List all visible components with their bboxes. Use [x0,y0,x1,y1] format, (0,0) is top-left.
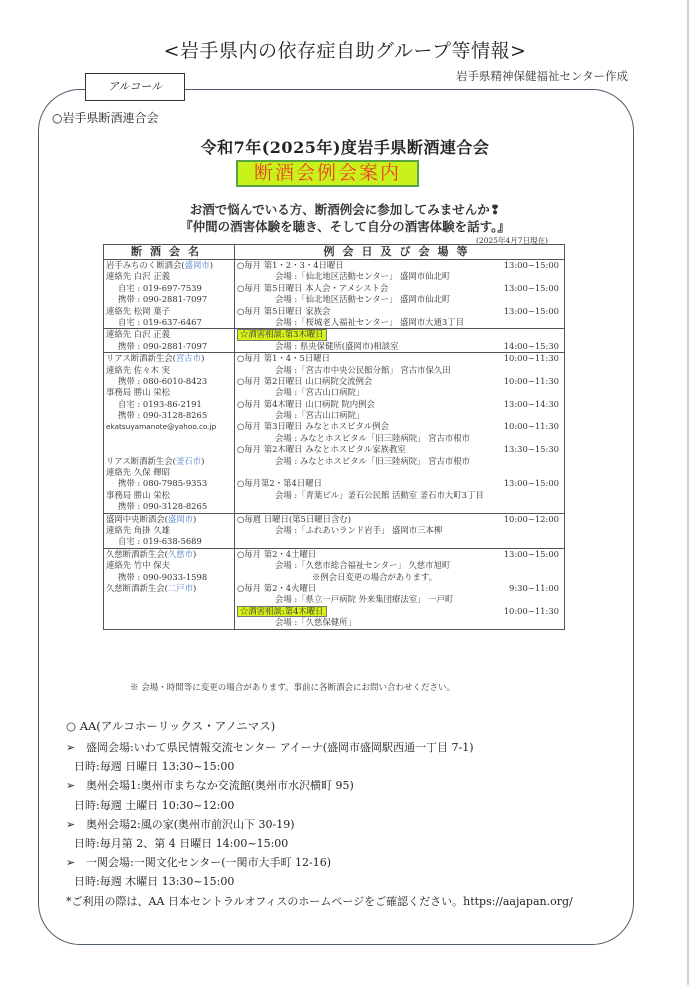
venue-line [237,341,562,352]
group-name [106,456,232,467]
aa-venue-place: 一関会場:一関文化センター(一関市大手町 12-16) [86,856,332,870]
venue-line [237,410,562,421]
contact-line [106,606,232,617]
group-contact-cell [104,548,235,629]
group-name-text: リアス断酒新生会( [106,455,176,466]
aa-venue [66,776,573,795]
column-header-group: 断酒会名 [104,245,235,260]
venue-line [237,387,562,398]
schedule-text: ○毎月 第2日曜日 山口病院交流例会 [237,375,373,386]
schedule-line [237,444,562,455]
arrow-bullet-icon: ➢ [66,741,76,754]
aa-venue-place: 奥州会場1:奥州市まちなか交流館(奥州市水沢横町 95) [86,779,354,793]
meeting-time: 10:00~12:00 [503,513,559,524]
schedule-line [237,536,562,547]
consultation-highlight: ☆酒害相談:第3木曜日 [237,329,327,341]
group-name [106,549,232,560]
contact-line: 携帯 : 090-3128-8265 [118,501,208,512]
group-name [106,514,232,525]
venue-text: 会場 :「仙北地区活動センター」 盛岡市仙北町 [275,294,451,305]
venue-text: 会場 :「青葉ビル」釜石公民館 活動室 釜石市大町3丁目 [275,489,484,500]
as-of-date: (2025年4月7日現在) [476,236,548,245]
group-name-text: 盛岡中央断酒会( [106,513,168,524]
flyer-title: 令和7年(2025年)度岩手県断酒連合会 [200,138,490,157]
schedule-text: ○毎月第2・第4日曜日 [237,478,322,489]
aa-venue-place: 奥州会場2:風の家(奥州市前沢山下 30-19) [86,817,295,831]
group-city: 釜石市 [175,455,202,466]
contact-line [106,617,232,628]
paren-close: ) [209,260,214,270]
meeting-time: 10:00~11:30 [503,353,559,364]
schedule-line [237,306,562,317]
flyer-banner: 断酒会例会案内 [236,160,419,187]
meeting-time: 13:30~15:30 [503,444,559,455]
contact-line: 自宅 : 019-697-7539 [118,282,202,293]
column-header-schedule: 例会日及び会場等 [235,245,565,260]
schedule-line [237,583,562,594]
venue-text: 会場 :「久慈保健所」 [275,617,356,628]
contact-line: 連絡先 白沢 正義 [106,271,170,282]
table-row [104,353,565,513]
meeting-time: 13:00~15:00 [503,282,559,293]
group-name [106,353,232,364]
venue-line [237,560,562,571]
contact-line: 携帯 : 080-7985-9353 [118,478,208,489]
venue-text: 会場 : 県央保健所(盛岡市)相談室 [275,340,399,351]
aa-venue-time: 日時:毎週 土曜日 10:30~12:00 [74,798,235,812]
consultation-line [237,606,562,617]
venue-line [237,317,562,328]
group-city: 久慈市 [167,548,194,559]
contact-line: 自宅 : 019-638-5689 [118,536,202,547]
schedule-text: ○毎月 第5日曜日 家族会 [237,305,331,316]
schedule-text: ○毎月 第4木曜日 山口病院 院内例会 [237,398,375,409]
aa-heading: ○ AA(アルコホーリックス・アノニマス) [66,719,276,733]
schedule-text: ○毎月 第1・2・3・4日曜日 [237,260,344,270]
schedule-text: ※例会日変更の場合があります。 [312,571,437,582]
venue-text: 会場 :「ふれあいランド岩手」 盛岡市三本柳 [275,524,443,535]
contact-line: 携帯 : 090-9033-1598 [118,571,208,582]
table-row [104,548,565,629]
group-city: 宮古市 [175,353,202,364]
group-city: 盛岡市 [184,260,210,270]
arrow-bullet-icon: ➢ [66,856,76,870]
venue-line [237,271,562,282]
aa-venue [66,738,573,757]
schedule-cell [235,548,565,629]
schedule-cell [235,329,565,353]
schedule-text: ○毎月 第1・4・5日曜日 [237,353,330,364]
contact-email[interactable]: ekatsuyamanote@yahoo.co.jp [106,422,217,432]
venue-line [237,594,562,605]
paren-close: ) [201,353,205,364]
venue-text: 会場 :「宮古市中央公民館分館」 宮古市保久田 [275,364,451,375]
venue-line [237,525,562,536]
schedule-text: ○毎週 日曜日(第5日曜日含む) [237,513,351,524]
group-contact-cell [104,353,235,513]
venue-line [237,365,562,376]
group-name-text: 久慈断酒新生会( [106,548,168,559]
meeting-time: 13:00~15:00 [503,478,559,489]
venue-line [237,617,562,628]
venue-text: 会場 :「仙北地区活動センター」 盛岡市仙北町 [275,271,451,282]
aa-note: *ご利用の際は、AA 日本セントラルオフィスのホームページをご確認ください。https://aajapan.org/ [66,894,573,908]
meeting-time: 13:00~14:30 [503,398,559,409]
contact-line: 連絡先 久保 輝昭 [106,467,170,478]
schedule-text: ○毎月 第3日曜日 みなとホスピタル例会 [237,421,389,432]
aa-venue-time: 日時:毎週 木曜日 13:30~15:00 [74,875,235,889]
schedule-text: ○毎月 第2木曜日 みなとホスピタル家族教室 [237,444,406,455]
schedule-text: ○毎月 第5日曜日 本人会・アメシスト会 [237,282,389,293]
aa-venue-place: 盛岡会場:いわて県民情報交流センター アイーナ(盛岡市盛岡駅西通一丁目 7-1) [86,741,474,754]
schedule-cell [235,260,565,329]
consultation-line [237,329,562,340]
group-name-text: 久慈断酒新生会( [106,582,168,593]
contact-line: 事務局 勝山 栄松 [106,489,170,500]
contact-line: 携帯 : 090-3128-8265 [118,410,208,421]
schedule-footnote: ※ 会場・時間等に変更の場合があります。事前に各断酒会にお問い合わせください。 [130,683,456,693]
venue-line [237,456,562,467]
contact-line: 事務局 勝山 栄松 [106,387,170,398]
section-heading-danshu: ○岩手県断酒連合会 [52,111,159,125]
contact-line: 自宅 : 0193-86-2191 [118,398,202,409]
contact-line [106,594,232,605]
venue-text: 会場 :「宮古山口病院」 [275,410,365,421]
group-contact-cell [104,260,235,329]
schedule-cell [235,513,565,548]
schedule-text: ○毎月 第2・4土曜日 [237,548,317,559]
schedule-line [237,399,562,410]
schedule-line [237,283,562,294]
arrow-bullet-icon: ➢ [66,817,76,831]
schedule-line [237,421,562,432]
schedule-line [237,260,562,271]
contact-line [106,444,232,455]
venue-line [237,433,562,444]
group-name [106,260,232,271]
contact-line: 携帯 : 090-2881-7097 [118,340,208,351]
paren-close: ) [201,455,205,466]
group-name [106,583,232,594]
schedule-line [237,376,562,387]
paren-close: ) [193,548,197,559]
author-credit: 岩手県精神保健福祉センター作成 [455,69,628,83]
schedule-line [237,572,562,583]
schedule-line [237,467,562,478]
contact-line: 連絡先 松岡 葉子 [106,305,170,316]
group-contact-cell [104,329,235,353]
contact-line: 連絡先 竹中 保夫 [106,560,170,571]
contact-line: 連絡先 角掛 久雄 [106,524,170,535]
contact-line: 連絡先 白沢 正義 [106,329,170,340]
section-tab-label: アルコール [85,73,185,101]
schedule-cell [235,353,565,513]
flyer-invite-quote: 『仲間の酒害体験を聴き、そして自分の酒害体験を話す。』 [180,219,510,234]
schedule-text: ○毎月 第2・4火曜日 [237,582,317,593]
table-row [104,513,565,548]
schedule-line [237,549,562,560]
meeting-time: 14:00~15:30 [503,340,559,351]
group-city: 二戸市 [167,582,194,593]
schedule-line [237,514,562,525]
schedule-line [237,353,562,364]
group-name-text: 岩手みちのく断酒会( [106,260,185,270]
contact-line [106,433,232,444]
aa-venue-time: 日時:毎月第 2、第 4 日曜日 14:00~15:00 [74,836,289,850]
table-row [104,260,565,329]
meeting-schedule-table [103,244,565,630]
group-name-text: リアス断酒新生会( [106,353,176,364]
meeting-time: 10:00~11:30 [503,605,559,616]
contact-line: 連絡先 佐々木 実 [106,364,170,375]
venue-text: 会場 :「宮古山口病院」 [275,387,365,398]
aa-venue-list [66,738,573,911]
venue-text: 会場 : みなとホスピタル「旧三陸病院」 宮古市根市 [275,455,471,466]
paren-close: ) [193,513,197,524]
venue-line [237,490,562,501]
venue-text: 会場 :「久慈市総合福祉センター」 久慈市旭町 [275,560,451,571]
meeting-time: 13:00~15:00 [503,305,559,316]
venue-text: 会場 :「桜城老人福祉センター」 盛岡市大通3丁目 [275,316,465,327]
paren-close: ) [193,582,197,593]
contact-line: 携帯 : 080-6010-8423 [118,375,208,386]
group-city: 盛岡市 [167,513,194,524]
arrow-bullet-icon: ➢ [66,779,76,793]
aa-venue [66,815,573,834]
table-row [104,329,565,353]
meeting-time: 9:30~11:00 [509,582,559,593]
schedule-line [237,478,562,489]
consultation-highlight: ☆酒害相談:第4木曜日 [237,606,327,618]
venue-line [237,294,562,305]
meeting-time: 13:00~15:00 [503,548,559,559]
venue-text: 会場 :「県立一戸病院 外来集団療法室」 一戸町 [275,594,454,605]
meeting-time: 13:00~15:00 [503,260,559,270]
aa-venue-time: 日時:毎週 日曜日 13:30~15:00 [74,760,235,774]
flyer-invite: お酒で悩んでいる方、断酒例会に参加してみませんか❢ [189,202,501,217]
meeting-time: 10:00~11:30 [503,375,559,386]
contact-line: 携帯 : 090-2881-7097 [118,294,208,305]
contact-line: 自宅 : 019-637-6467 [118,316,202,327]
meeting-time: 10:00~11:30 [503,421,559,432]
page-title: <岩手県内の依存症自助グループ等情報> [163,40,527,62]
venue-text: 会場 : みなとホスピタル「旧三陸病院」 宮古市根市 [275,432,471,443]
aa-venue [66,853,573,872]
schedule-line [237,501,562,512]
group-contact-cell [104,513,235,548]
